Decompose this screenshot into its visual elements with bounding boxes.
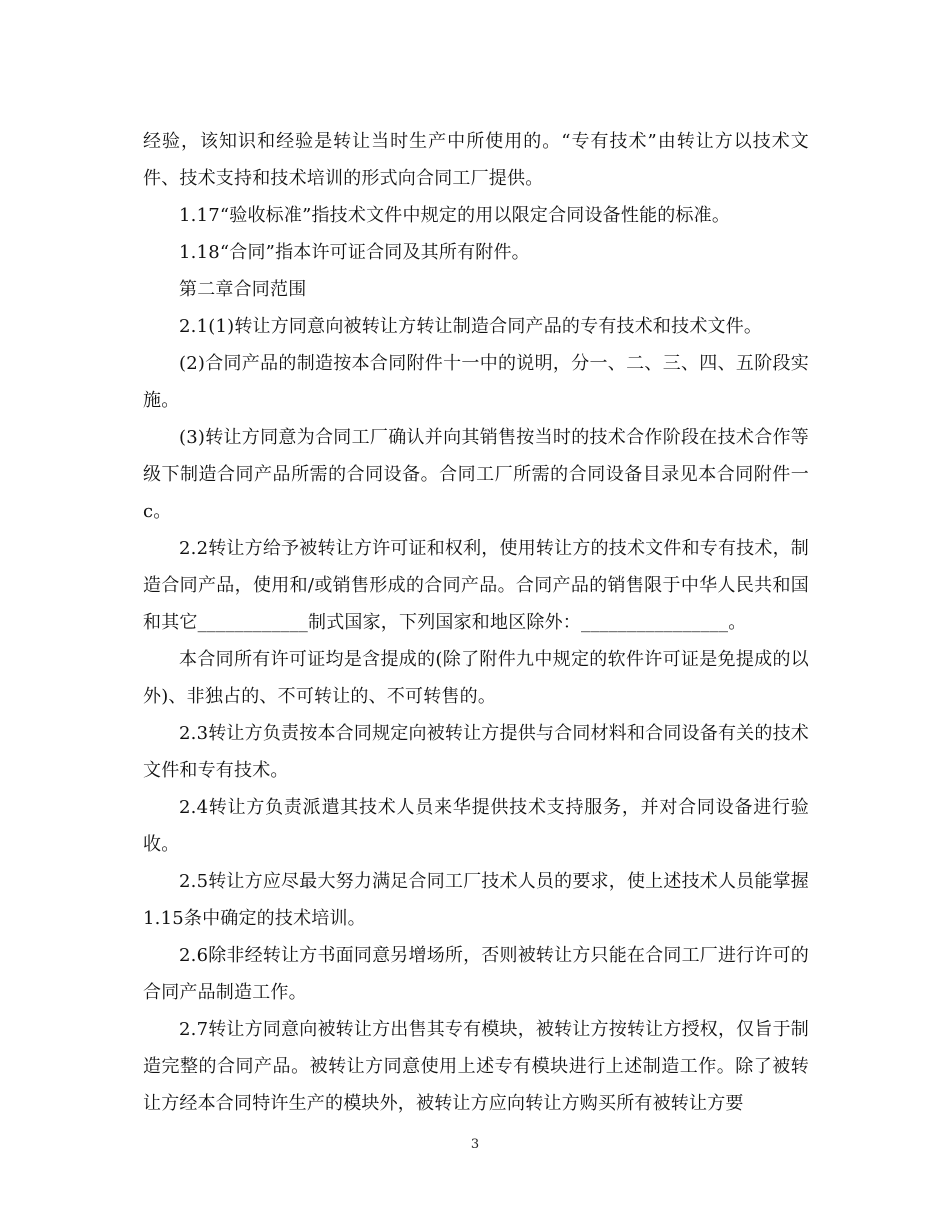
paragraph-clause-1-18: 1.18“合同”指本许可证合同及其所有附件。 <box>179 242 530 263</box>
paragraph-clause-2-1-1: 2.1(1)转让方同意向被转让方转让制造合同产品的专有技术和技术文件。 <box>179 316 763 337</box>
paragraph-continuation: 经验，该知识和经验是转让当时生产中所使用的。“专有技术”由转让方以技术文件、技术支持和技术培训的形式向合同工厂提供。 <box>143 131 809 189</box>
paragraph-clause-1-17: 1.17“验收标准”指技术文件中规定的用以限定合同设备性能的标准。 <box>179 205 731 226</box>
paragraph-clause-2-6: 2.6除非经转让方书面同意另增场所，否则被转让方只能在合同工厂进行许可的合同产品制造工作。 <box>143 945 809 1003</box>
paragraph-clause-2-7: 2.7转让方同意向被转让方出售其专有模块，被转让方按转让方授权，仅旨于制造完整的合同产品。被转让方同意使用上述专有模块进行上述制造工作。除了被转让方经本合同特许生产的模块外，被转让方应向转让方购买所有被转让方要 <box>143 1019 809 1114</box>
document-body <box>143 123 809 1122</box>
paragraph-license-terms: 本合同所有许可证均是含提成的(除了附件九中规定的软件许可证是免提成的以外)、非独占的、不可转让的、不可转售的。 <box>143 649 809 707</box>
paragraph-clause-2-3: 2.3转让方负责按本合同规定向被转让方提供与合同材料和合同设备有关的技术文件和专有技术。 <box>143 723 809 781</box>
paragraph-clause-2-1-2: (2)合同产品的制造按本合同附件十一中的说明，分一、二、三、四、五阶段实施。 <box>143 353 809 411</box>
chapter-heading: 第二章合同范围 <box>179 279 307 300</box>
page-number: 3 <box>470 1137 480 1152</box>
paragraph-clause-2-4: 2.4转让方负责派遣其技术人员来华提供技术支持服务，并对合同设备进行验收。 <box>143 797 809 855</box>
paragraph-clause-2-5: 2.5转让方应尽最大努力满足合同工厂技术人员的要求，使上述技术人员能掌握1.15条中确定的技术培训。 <box>143 871 809 929</box>
paragraph-clause-2-1-3: (3)转让方同意为合同工厂确认并向其销售按当时的技术合作阶段在技术合作等级下制造合同产品所需的合同设备。合同工厂所需的合同设备目录见本合同附件一c。 <box>143 427 809 522</box>
paragraph-clause-2-2: 2.2转让方给予被转让方许可证和权利，使用转让方的技术文件和专有技术，制造合同产品，使用和/或销售形成的合同产品。合同产品的销售限于中华人民共和国和其它____________制式国家，下列国家和地区除外：________________。 <box>143 538 809 633</box>
